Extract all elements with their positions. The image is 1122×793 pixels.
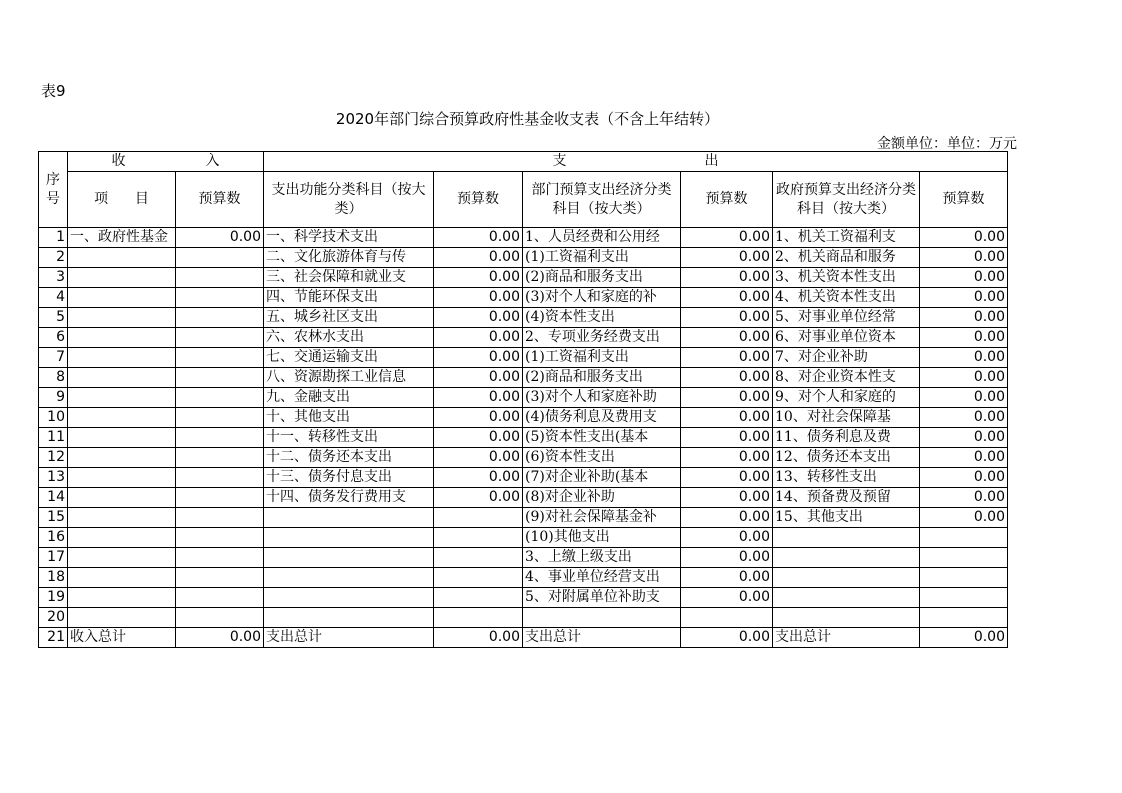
gov-budget: 0.00 [920,628,1008,648]
row-seq: 14 [39,488,68,508]
row-seq: 15 [39,508,68,528]
dept-econ-item: 1、人员经费和公用经 [523,228,681,248]
income-budget [176,548,264,568]
table-row [39,388,1008,408]
table-row [39,228,1008,248]
income-item [68,268,176,288]
income-budget [176,608,264,628]
dept-econ-item: (4)资本性支出 [523,308,681,328]
row-seq: 8 [39,368,68,388]
table-row [39,368,1008,388]
income-budget [176,288,264,308]
header-item: 项 目 [68,172,176,228]
func-class-item: 九、金融支出 [264,388,434,408]
row-seq: 1 [39,228,68,248]
income-budget [176,348,264,368]
func-class-item: 一、科学技术支出 [264,228,434,248]
income-item [68,508,176,528]
income-item [68,368,176,388]
income-item [68,548,176,568]
func-budget: 0.00 [434,248,523,268]
dept-budget: 0.00 [681,328,773,348]
table-row [39,528,1008,548]
dept-econ-item: (8)对企业补助 [523,488,681,508]
gov-econ-item: 支出总计 [773,628,920,648]
header-dept-econ: 部门预算支出经济分类科目（按大类） [523,172,681,228]
func-budget: 0.00 [434,348,523,368]
income-budget [176,468,264,488]
header-func-class: 支出功能分类科目（按大类） [264,172,434,228]
table-number: 表9 [41,82,66,100]
income-budget [176,508,264,528]
header-income: 收 入 [68,152,264,172]
gov-budget: 0.00 [920,468,1008,488]
func-budget: 0.00 [434,368,523,388]
gov-budget: 0.00 [920,448,1008,468]
income-item [68,248,176,268]
row-seq: 2 [39,248,68,268]
header-expense: 支 出 [264,152,1008,172]
func-budget [434,548,523,568]
dept-econ-item: (2)商品和服务支出 [523,268,681,288]
dept-budget: 0.00 [681,268,773,288]
income-item [68,588,176,608]
gov-econ-item: 6、对事业单位资本 [773,328,920,348]
dept-budget: 0.00 [681,308,773,328]
dept-econ-item: (1)工资福利支出 [523,248,681,268]
gov-econ-item: 11、债务利息及费 [773,428,920,448]
table-row [39,268,1008,288]
dept-econ-item: 2、专项业务经费支出 [523,328,681,348]
func-budget: 0.00 [434,388,523,408]
income-budget [176,328,264,348]
gov-econ-item: 4、机关资本性支出 [773,288,920,308]
gov-econ-item: 7、对企业补助 [773,348,920,368]
income-item [68,288,176,308]
dept-econ-item: (6)资本性支出 [523,448,681,468]
dept-econ-item: 5、对附属单位补助支 [523,588,681,608]
dept-econ-item [523,608,681,628]
header-seq: 序号 [39,152,68,228]
income-budget [176,588,264,608]
func-budget [434,588,523,608]
income-budget [176,248,264,268]
dept-budget: 0.00 [681,228,773,248]
header-func-budget: 预算数 [434,172,523,228]
income-item [68,448,176,468]
func-class-item: 六、农林水支出 [264,328,434,348]
gov-budget: 0.00 [920,488,1008,508]
income-item [68,608,176,628]
income-budget [176,448,264,468]
dept-econ-item: 支出总计 [523,628,681,648]
gov-budget [920,528,1008,548]
dept-econ-item: (3)对个人和家庭的补 [523,288,681,308]
func-class-item: 五、城乡社区支出 [264,308,434,328]
func-class-item: 支出总计 [264,628,434,648]
func-budget: 0.00 [434,448,523,468]
dept-econ-item: (9)对社会保障基金补 [523,508,681,528]
row-seq: 16 [39,528,68,548]
dept-econ-item: (3)对个人和家庭补助 [523,388,681,408]
dept-budget: 0.00 [681,568,773,588]
header-row-2 [39,172,1008,228]
func-class-item [264,528,434,548]
income-item [68,468,176,488]
table-row [39,308,1008,328]
income-budget: 0.00 [176,228,264,248]
func-class-item: 二、文化旅游体育与传 [264,248,434,268]
gov-econ-item: 12、债务还本支出 [773,448,920,468]
header-row-1 [39,152,1008,172]
dept-budget: 0.00 [681,628,773,648]
dept-budget: 0.00 [681,408,773,428]
gov-budget: 0.00 [920,328,1008,348]
table-body [39,152,1008,648]
page-title: 2020年部门综合预算政府性基金收支表（不含上年结转） [335,110,720,128]
func-class-item [264,548,434,568]
dept-budget: 0.00 [681,488,773,508]
gov-econ-item: 14、预备费及预留 [773,488,920,508]
gov-econ-item: 8、对企业资本性支 [773,368,920,388]
dept-budget: 0.00 [681,388,773,408]
gov-budget [920,588,1008,608]
gov-budget: 0.00 [920,388,1008,408]
table-row [39,488,1008,508]
row-seq: 7 [39,348,68,368]
gov-econ-item: 2、机关商品和服务 [773,248,920,268]
func-class-item: 十三、债务付息支出 [264,468,434,488]
func-budget: 0.00 [434,268,523,288]
gov-econ-item [773,588,920,608]
table-row [39,348,1008,368]
income-budget [176,268,264,288]
income-item [68,388,176,408]
func-budget: 0.00 [434,228,523,248]
gov-budget: 0.00 [920,368,1008,388]
gov-budget: 0.00 [920,268,1008,288]
income-item [68,428,176,448]
gov-econ-item: 1、机关工资福利支 [773,228,920,248]
income-budget [176,568,264,588]
dept-econ-item: (4)债务利息及费用支 [523,408,681,428]
func-budget: 0.00 [434,308,523,328]
income-budget [176,388,264,408]
income-budget [176,368,264,388]
row-seq: 9 [39,388,68,408]
income-item [68,568,176,588]
income-item [68,488,176,508]
row-seq: 6 [39,328,68,348]
table-row [39,568,1008,588]
income-budget: 0.00 [176,628,264,648]
table-row [39,588,1008,608]
header-gov-econ: 政府预算支出经济分类科目（按大类） [773,172,920,228]
income-item: 一、政府性基金 [68,228,176,248]
dept-budget: 0.00 [681,288,773,308]
gov-budget [920,608,1008,628]
func-budget: 0.00 [434,288,523,308]
row-seq: 12 [39,448,68,468]
table-row [39,628,1008,648]
gov-budget [920,548,1008,568]
dept-budget: 0.00 [681,248,773,268]
func-class-item [264,568,434,588]
dept-budget: 0.00 [681,508,773,528]
func-budget: 0.00 [434,488,523,508]
gov-econ-item: 15、其他支出 [773,508,920,528]
dept-econ-item: (2)商品和服务支出 [523,368,681,388]
row-seq: 3 [39,268,68,288]
row-seq: 11 [39,428,68,448]
dept-budget: 0.00 [681,368,773,388]
gov-budget: 0.00 [920,308,1008,328]
row-seq: 18 [39,568,68,588]
func-budget [434,608,523,628]
income-item [68,348,176,368]
func-class-item: 八、资源勘探工业信息 [264,368,434,388]
gov-budget [920,568,1008,588]
row-seq: 10 [39,408,68,428]
income-item [68,328,176,348]
gov-budget: 0.00 [920,228,1008,248]
income-item [68,308,176,328]
gov-budget: 0.00 [920,248,1008,268]
table-row [39,248,1008,268]
income-item [68,408,176,428]
dept-econ-item: (7)对企业补助(基本 [523,468,681,488]
header-gov-budget: 预算数 [920,172,1008,228]
dept-budget: 0.00 [681,548,773,568]
gov-econ-item [773,528,920,548]
table-row [39,468,1008,488]
dept-econ-item: 3、上缴上级支出 [523,548,681,568]
gov-econ-item [773,608,920,628]
row-seq: 17 [39,548,68,568]
income-item: 收入总计 [68,628,176,648]
table-row [39,448,1008,468]
dept-budget: 0.00 [681,468,773,488]
func-budget [434,568,523,588]
header-dept-budget: 预算数 [681,172,773,228]
func-class-item: 三、社会保障和就业支 [264,268,434,288]
dept-econ-item: (1)工资福利支出 [523,348,681,368]
func-class-item [264,508,434,528]
unit-label: 金额单位：单位：万元 [877,136,1017,152]
gov-econ-item: 13、转移性支出 [773,468,920,488]
func-class-item: 十一、转移性支出 [264,428,434,448]
income-item [68,528,176,548]
dept-budget [681,608,773,628]
dept-budget: 0.00 [681,348,773,368]
func-class-item: 四、节能环保支出 [264,288,434,308]
table-row [39,548,1008,568]
dept-econ-item: (5)资本性支出(基本 [523,428,681,448]
row-seq: 13 [39,468,68,488]
gov-econ-item [773,568,920,588]
func-class-item: 十二、债务还本支出 [264,448,434,468]
func-budget: 0.00 [434,328,523,348]
income-budget [176,488,264,508]
gov-budget: 0.00 [920,408,1008,428]
gov-econ-item: 10、对社会保障基 [773,408,920,428]
dept-budget: 0.00 [681,428,773,448]
table-row [39,608,1008,628]
row-seq: 21 [39,628,68,648]
row-seq: 20 [39,608,68,628]
dept-budget: 0.00 [681,448,773,468]
header-item-budget: 预算数 [176,172,264,228]
table-row [39,428,1008,448]
dept-budget: 0.00 [681,528,773,548]
budget-table [38,151,1008,648]
dept-budget: 0.00 [681,588,773,608]
gov-budget: 0.00 [920,428,1008,448]
table-row [39,408,1008,428]
func-budget [434,528,523,548]
func-budget: 0.00 [434,428,523,448]
income-budget [176,428,264,448]
func-class-item [264,608,434,628]
row-seq: 5 [39,308,68,328]
func-class-item: 十四、债务发行费用支 [264,488,434,508]
table-row [39,328,1008,348]
income-budget [176,528,264,548]
func-class-item: 七、交通运输支出 [264,348,434,368]
func-budget: 0.00 [434,408,523,428]
table-row [39,288,1008,308]
dept-econ-item: 4、事业单位经营支出 [523,568,681,588]
income-budget [176,308,264,328]
func-budget: 0.00 [434,628,523,648]
income-budget [176,408,264,428]
func-class-item [264,588,434,608]
dept-econ-item: (10)其他支出 [523,528,681,548]
row-seq: 19 [39,588,68,608]
table-row [39,508,1008,528]
func-budget: 0.00 [434,468,523,488]
gov-budget: 0.00 [920,508,1008,528]
gov-econ-item: 5、对事业单位经常 [773,308,920,328]
gov-econ-item: 3、机关资本性支出 [773,268,920,288]
gov-econ-item: 9、对个人和家庭的 [773,388,920,408]
func-class-item: 十、其他支出 [264,408,434,428]
row-seq: 4 [39,288,68,308]
gov-budget: 0.00 [920,348,1008,368]
gov-budget: 0.00 [920,288,1008,308]
gov-econ-item [773,548,920,568]
func-budget [434,508,523,528]
